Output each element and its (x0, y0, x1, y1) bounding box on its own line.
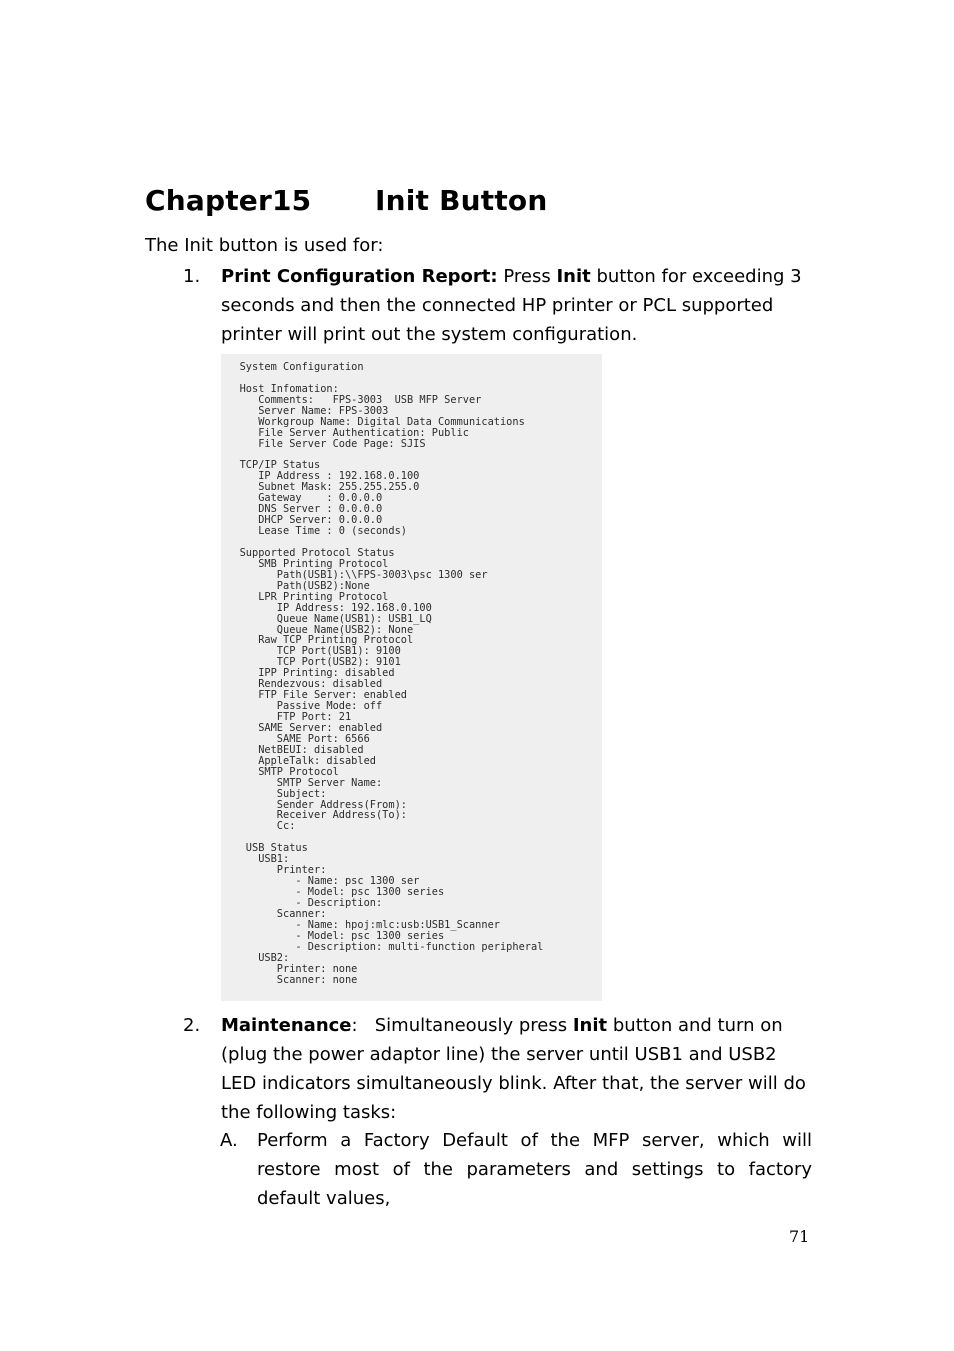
item-text: button and turn on (plug the power adaptor line) the server until USB1 and USB2 LED indicators simultaneously blink. After that, the server will do the following tasks: (221, 1015, 806, 1123)
sub-item-text: Perform a Factory Default of the MFP server, which will restore most of the parameters and settings to factory default values, (257, 1130, 812, 1209)
item-heading: Maintenance (221, 1015, 352, 1036)
report-line: - Model: psc 1300 series (221, 929, 445, 942)
report-line: - Name: hpoj:mlc:usb:USB1_Scanner (221, 918, 500, 931)
report-line: System Configuration (221, 361, 364, 373)
report-line: Lease Time : 0 (seconds) (221, 525, 407, 538)
report-line: File Server Authentication: Public (221, 426, 469, 439)
report-line: Queue Name(USB1): USB1_LQ (221, 612, 432, 625)
report-line: Workgroup Name: Digital Data Communications (221, 415, 525, 428)
report-line: USB1: (221, 853, 290, 866)
report-line: Gateway : 0.0.0.0 (221, 492, 383, 505)
report-line: Passive Mode: off (221, 700, 383, 713)
report-line: Raw TCP Printing Protocol (221, 634, 414, 647)
report-line: SMB Printing Protocol (221, 557, 389, 570)
report-line: TCP Port(USB1): 9100 (221, 645, 401, 658)
report-line: AppleTalk: disabled (221, 754, 376, 767)
report-line: IP Address : 192.168.0.100 (221, 470, 420, 483)
report-line: - Description: (221, 896, 383, 909)
chapter-title: Init Button (375, 184, 548, 217)
report-line: Subject: (221, 787, 327, 800)
list-item-body (221, 262, 813, 349)
report-line: DHCP Server: 0.0.0.0 (221, 514, 383, 527)
report-line: USB Status (221, 842, 308, 855)
report-line: Receiver Address(To): (221, 809, 407, 822)
report-line: - Description: multi-function peripheral (221, 940, 544, 953)
page-number: 71 (789, 1227, 810, 1246)
report-line: Cc: (221, 820, 296, 833)
report-line: Path(USB1):\\FPS-3003\psc 1300 ser (221, 568, 488, 581)
report-line: DNS Server : 0.0.0.0 (221, 503, 383, 516)
item-heading: Print Configuration Report: (221, 266, 498, 287)
item-text-lead: : Simultaneously press (351, 1015, 573, 1036)
report-line: Sender Address(From): (221, 798, 407, 811)
list-marker: 2. (183, 1015, 201, 1036)
report-line: Scanner: (221, 907, 327, 920)
init-keyword: Init (572, 1015, 608, 1036)
report-line: Printer: none (221, 962, 358, 975)
report-line: FTP File Server: enabled (221, 689, 407, 702)
report-line: Supported Protocol Status (221, 546, 395, 559)
report-line: Path(USB2):None (221, 579, 370, 592)
report-line: Queue Name(USB2): None (221, 623, 414, 636)
report-line: FTP Port: 21 (221, 711, 352, 723)
report-line: LPR Printing Protocol (221, 590, 389, 603)
report-line: SAME Port: 6566 (221, 732, 370, 745)
sub-item-marker: A. (220, 1130, 238, 1151)
report-line: IP Address: 192.168.0.100 (221, 601, 432, 614)
system-configuration-printout (221, 354, 602, 1001)
report-line: IPP Printing: disabled (221, 667, 395, 680)
report-line: Scanner: none (221, 973, 358, 986)
report-line: - Name: psc 1300 ser (221, 875, 420, 888)
report-line: Rendezvous: disabled (221, 678, 383, 691)
list-marker: 1. (183, 266, 201, 287)
item-text: button for exceeding 3 seconds and then the connected HP printer or PCL supported printer will print out the system configuration. (221, 266, 802, 345)
report-line: SMTP Server Name: (221, 776, 383, 789)
list-item-body (221, 1011, 813, 1127)
report-line: Subnet Mask: 255.255.255.0 (221, 481, 420, 494)
report-line: TCP Port(USB2): 9101 (221, 656, 401, 669)
report-line: Server Name: FPS-3003 (221, 404, 389, 417)
report-line: SAME Server: enabled (221, 721, 383, 734)
intro-text: The Init button is used for: (145, 235, 384, 256)
item-text-lead: Press (497, 266, 557, 287)
report-line: USB2: (221, 951, 290, 964)
report-line: Printer: (221, 864, 327, 877)
chapter-number: Chapter15 (145, 184, 312, 217)
report-line: File Server Code Page: SJIS (221, 437, 426, 450)
report-line: NetBEUI: disabled (221, 743, 364, 756)
init-keyword: Init (556, 266, 591, 287)
report-line: Comments: FPS-3003 USB MFP Server (221, 393, 482, 406)
report-line: SMTP Protocol (221, 765, 339, 778)
report-line: TCP/IP Status (221, 459, 321, 472)
report-line: Host Infomation: (221, 382, 339, 395)
report-line: - Model: psc 1300 series (221, 886, 445, 898)
chapter-heading (145, 184, 548, 217)
